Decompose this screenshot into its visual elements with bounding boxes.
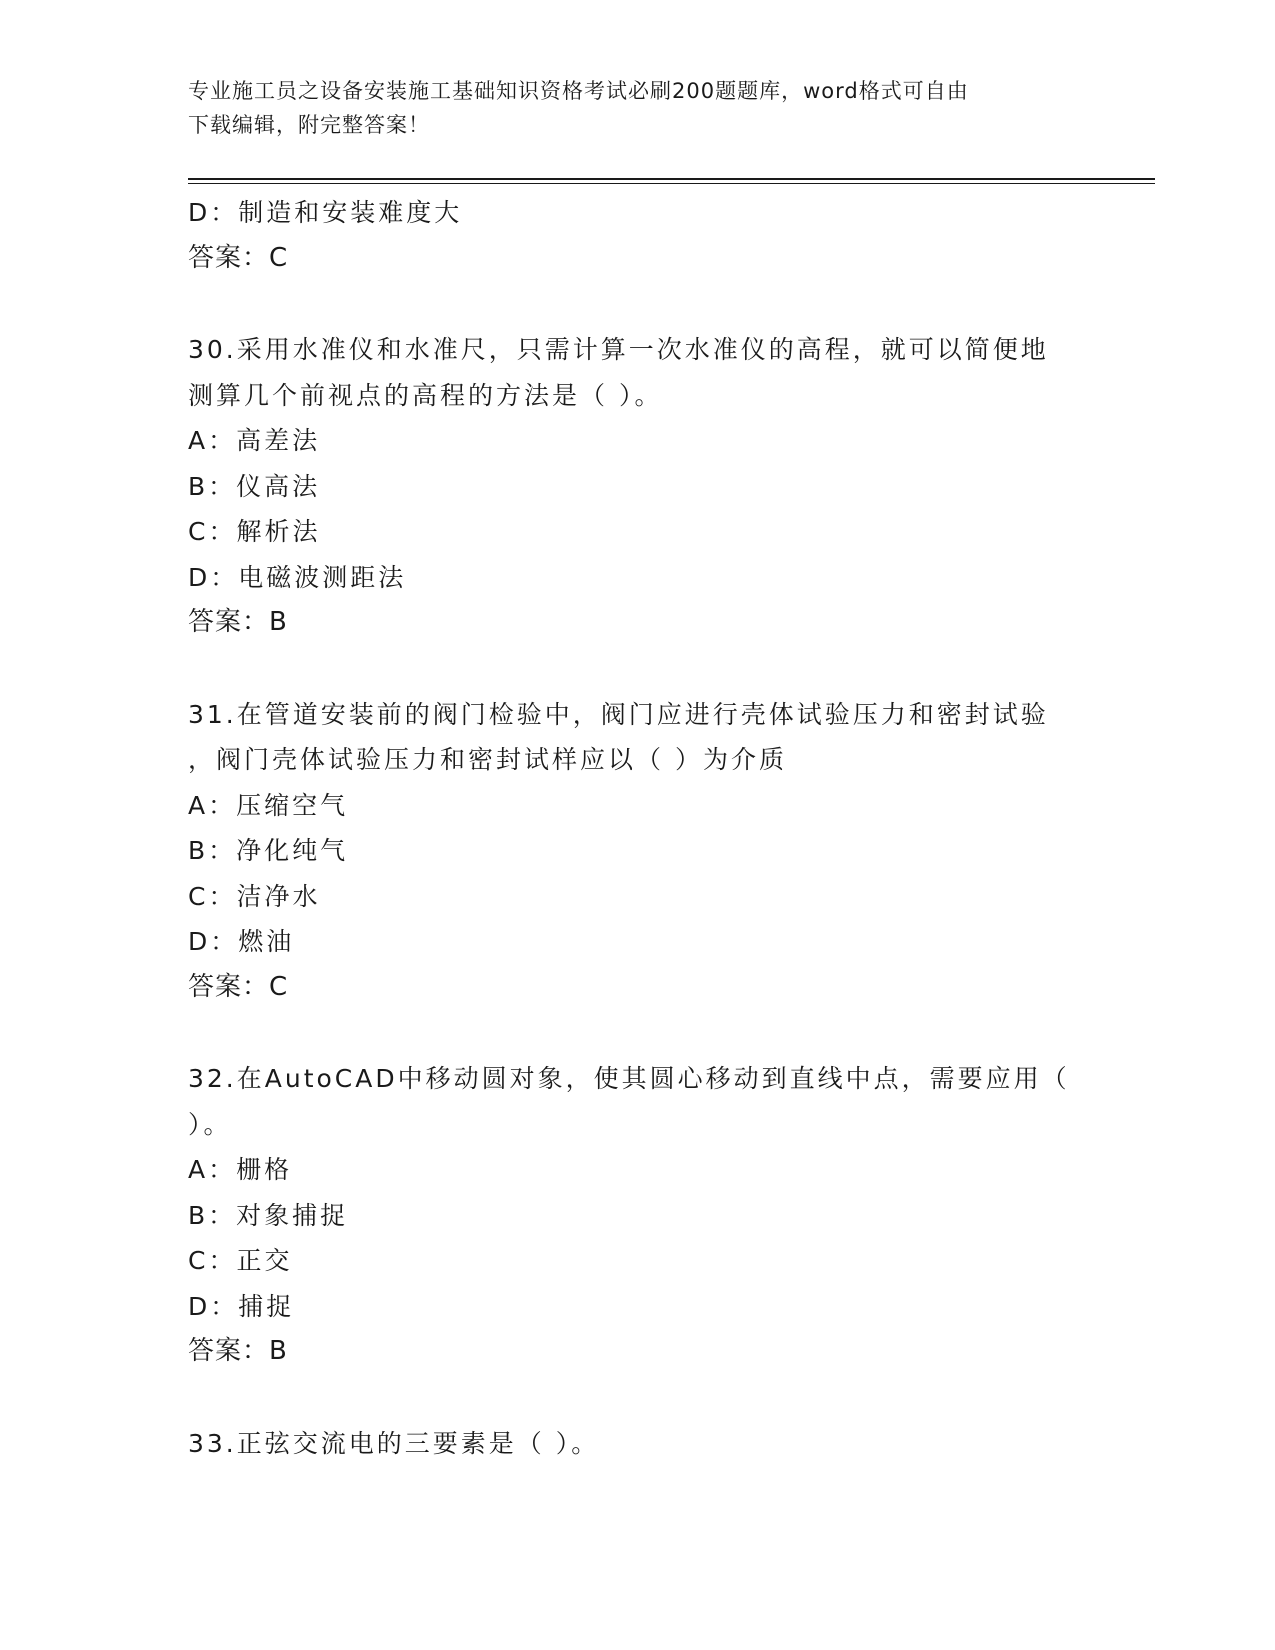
option-a: A：栅格 <box>188 1155 293 1184</box>
question-stem-line: 31.在管道安装前的阀门检验中，阀门应进行壳体试验压力和密封试验 <box>188 699 1049 729</box>
option-c: C：正交 <box>188 1246 293 1275</box>
header-line-1: 专业施工员之设备安装施工基础知识资格考试必刷200题题库，word格式可自由 <box>188 79 969 103</box>
option-b: B：净化纯气 <box>188 836 349 865</box>
question-stem-line: ，阀门壳体试验压力和密封试样应以（ ）为介质 <box>188 745 787 774</box>
header-rule-thin <box>188 183 1155 184</box>
spacer <box>188 1375 1088 1421</box>
spacer <box>188 1010 1088 1056</box>
option-c: C：解析法 <box>188 517 321 546</box>
header-line-2: 下载编辑，附完整答案！ <box>188 113 430 137</box>
page-header <box>188 74 1068 142</box>
option-b: B：仪高法 <box>188 471 321 501</box>
question-31 <box>188 692 1088 1011</box>
option-d: D：制造和安装难度大 <box>188 198 463 227</box>
option-b: B：对象捕捉 <box>188 1200 349 1230</box>
carryover-block <box>188 190 1088 281</box>
question-stem-line: 32.在AutoCAD中移动圆对象，使其圆心移动到直线中点，需要应用（ <box>188 1064 1070 1093</box>
spacer <box>188 646 1088 692</box>
answer-line: 答案：B <box>188 607 288 637</box>
question-30 <box>188 327 1088 646</box>
answer-line: 答案：C <box>188 242 289 273</box>
option-a: A：压缩空气 <box>188 790 349 820</box>
answer-line: 答案：B <box>188 1336 288 1366</box>
question-stem-line: ）。 <box>188 1109 232 1139</box>
option-a: A：高差法 <box>188 426 321 455</box>
question-stem-line: 30.采用水准仪和水准尺，只需计算一次水准仪的高程，就可以简便地 <box>188 335 1049 364</box>
question-32 <box>188 1056 1088 1375</box>
option-d: D：电磁波测距法 <box>188 562 407 592</box>
option-d: D：燃油 <box>188 927 295 956</box>
question-content <box>188 190 1088 1466</box>
spacer <box>188 281 1088 327</box>
question-stem-line: 33.正弦交流电的三要素是（ ）。 <box>188 1428 600 1458</box>
question-33 <box>188 1421 1088 1467</box>
question-stem-line: 测算几个前视点的高程的方法是（ ）。 <box>188 380 663 410</box>
answer-line: 答案：C <box>188 971 289 1002</box>
option-d: D：捕捉 <box>188 1291 295 1321</box>
header-rule-thick <box>188 178 1155 180</box>
option-c: C：洁净水 <box>188 881 321 911</box>
